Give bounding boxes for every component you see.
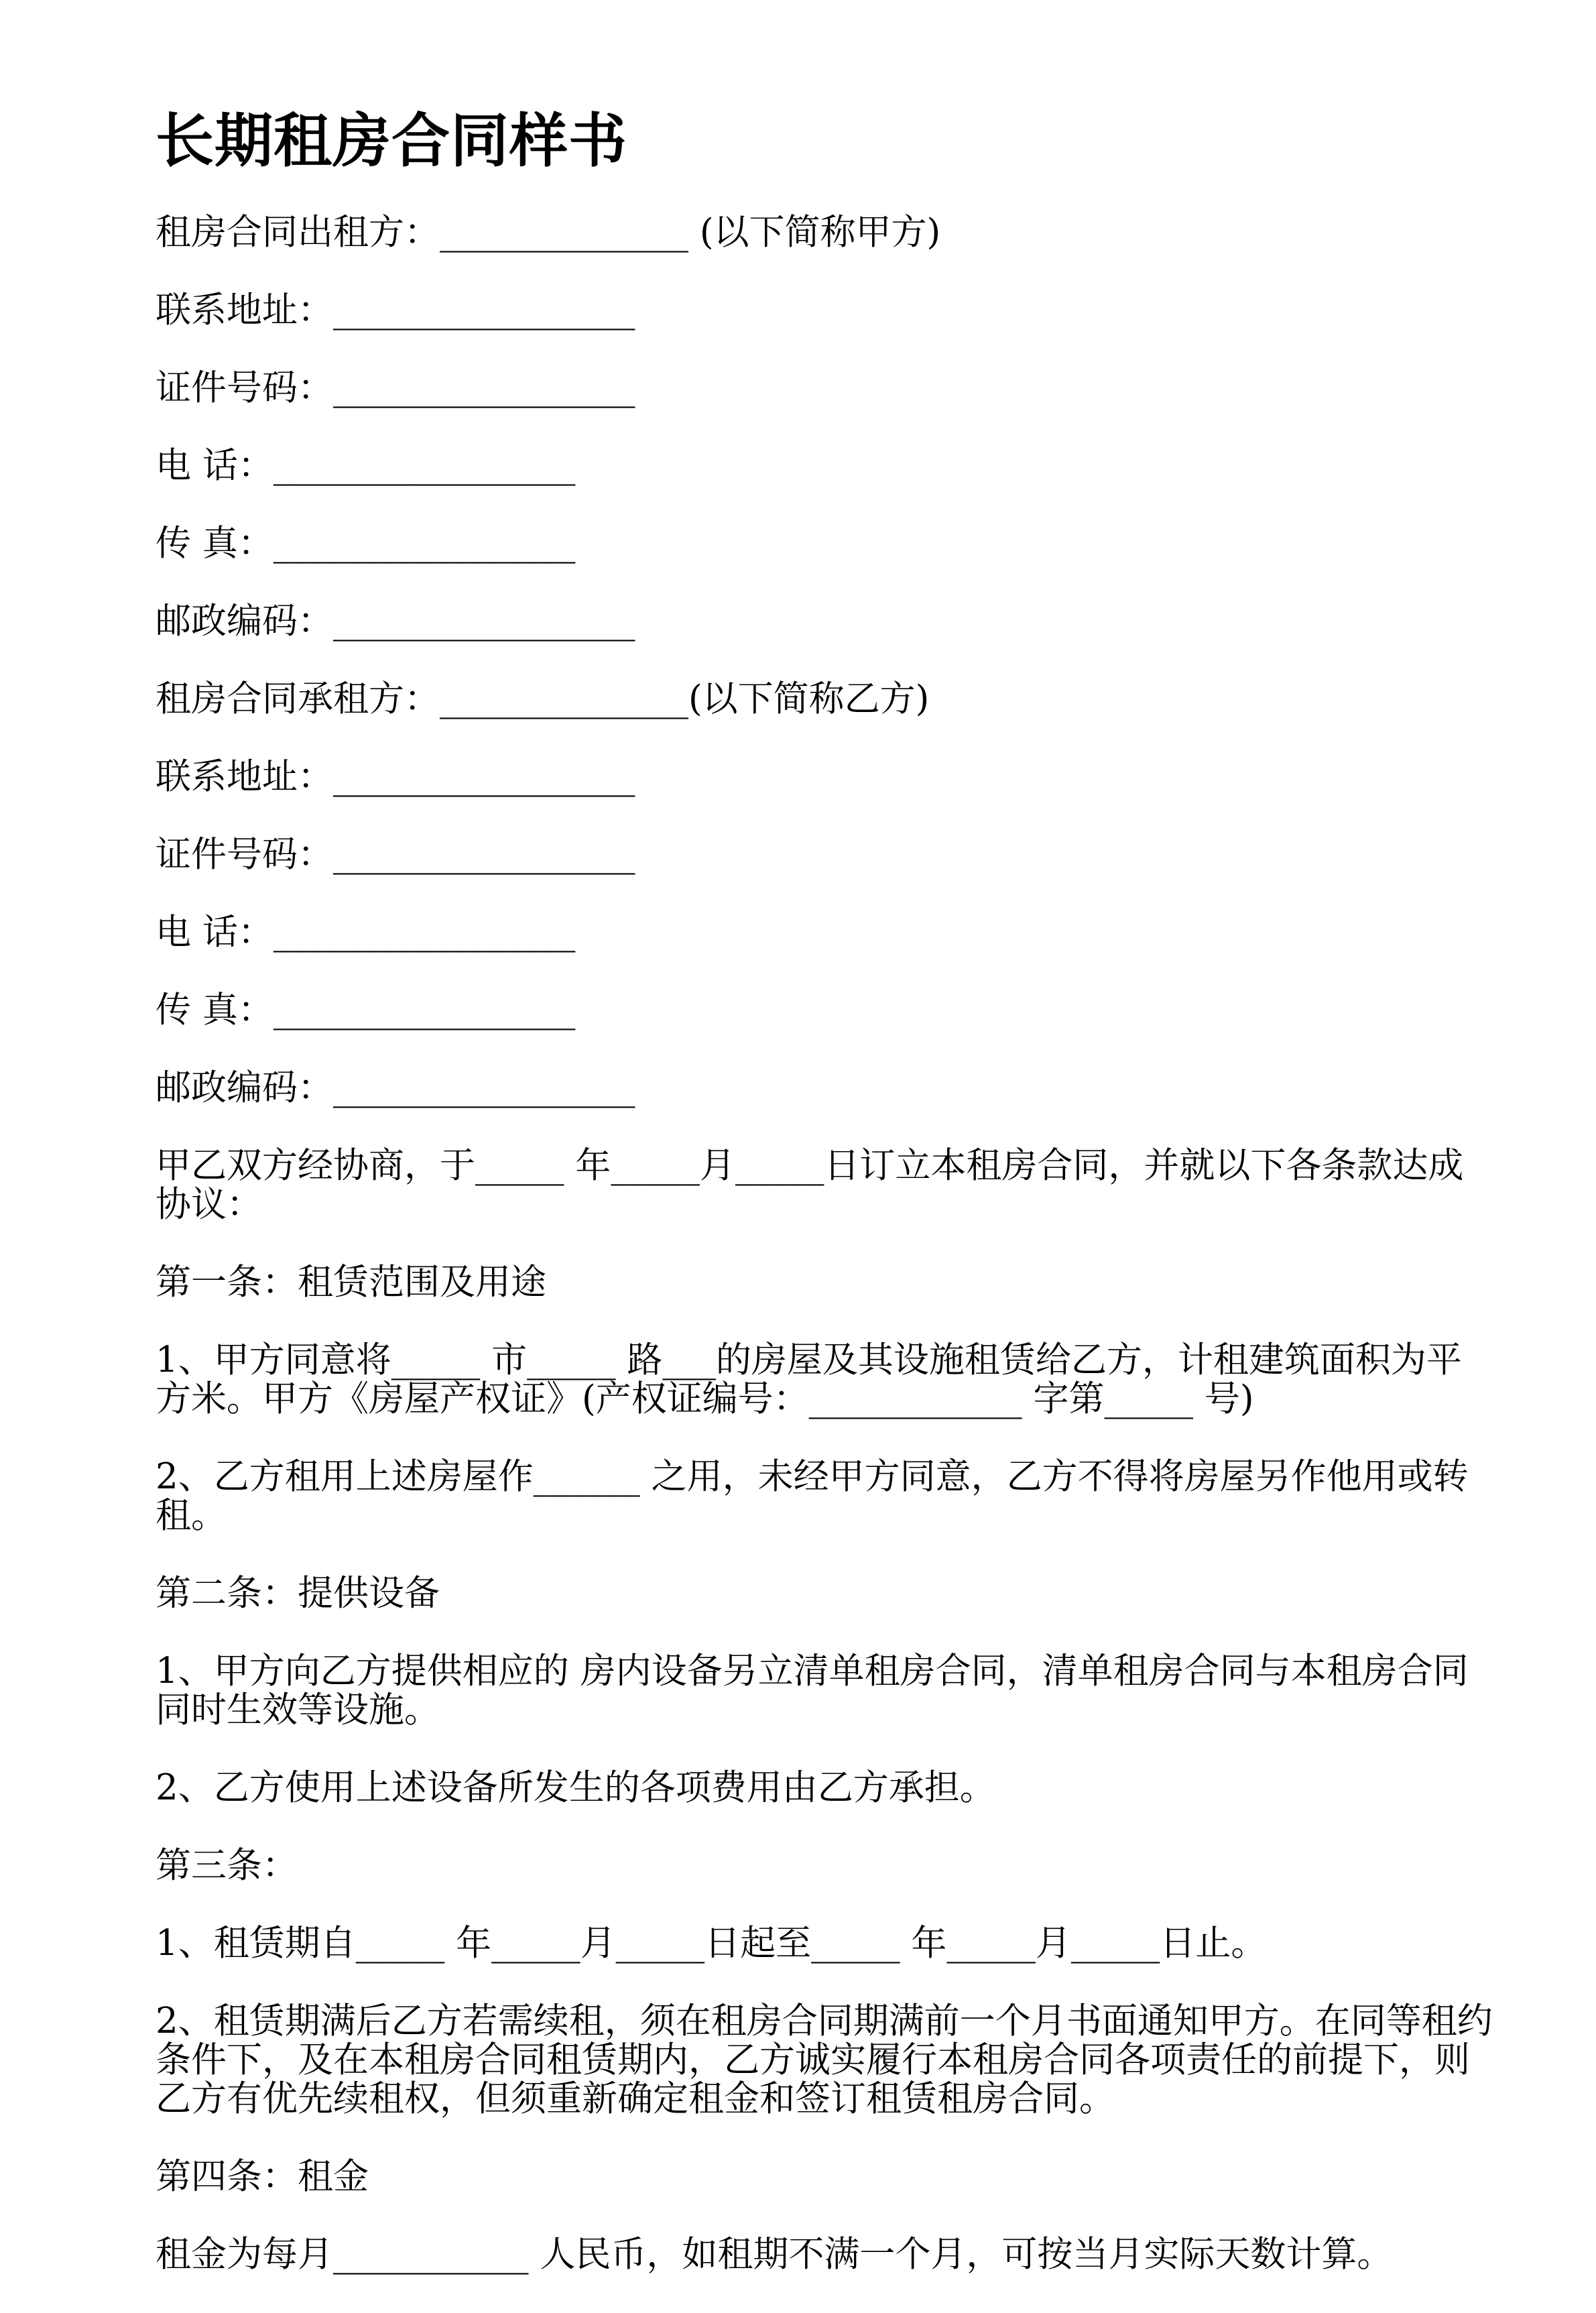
- document-title: 长期租房合同样书: [156, 107, 627, 175]
- article-1-clause-1: 1、甲方同意将_____ 市_____ 路___的房屋及其设施租赁给乙方，计租建筑面积为平方米。甲方《房屋产权证》(产权证编号：____________ 字第_____ 号): [156, 1340, 1462, 1419]
- article-3-heading: 第三条：: [156, 1845, 298, 1886]
- rent-clause: 租金为每月___________ 人民币，如租期不满一个月，可按当月实际天数计算。: [156, 2234, 1393, 2275]
- article-1-clause-2: 2、乙方租用上述房屋作______ 之用，未经甲方同意，乙方不得将房屋另作他用或转租。: [156, 1456, 1469, 1536]
- lessee-phone-line: 电 话：_________________: [156, 912, 576, 953]
- article-2-clause-1: 1、甲方向乙方提供相应的 房内设备另立清单租房合同，清单租房合同与本租房合同同时生效等设施。: [156, 1651, 1469, 1730]
- lessor-postcode-line: 邮政编码：_________________: [156, 601, 635, 642]
- lessee-fax-line: 传 真：_________________: [156, 990, 576, 1030]
- lessor-phone-line: 电 话：_________________: [156, 445, 576, 486]
- lessee-address-line: 联系地址：_________________: [156, 756, 635, 797]
- article-3-clause-2: 2、租赁期满后乙方若需续租，须在租房合同期满前一个月书面通知甲方。在同等租约条件下，及在本租房合同租赁期内，乙方诚实履行本租房合同各项责任的前提下，则乙方有优先续租权，但须重新确定租金和签订租赁租房合同。: [156, 2001, 1493, 2119]
- article-2-heading: 第二条：提供设备: [156, 1573, 440, 1614]
- lessor-fax-line: 传 真：_________________: [156, 523, 576, 564]
- lessee-postcode-line: 邮政编码：_________________: [156, 1067, 635, 1108]
- agreement-intro: 甲乙双方经协商，于_____ 年_____月_____日订立本租房合同，并就以下各条款达成协议：: [156, 1145, 1464, 1225]
- article-3-clause-1: 1、租赁期自_____ 年_____月_____日起至_____ 年_____月_____日止。: [156, 1923, 1267, 1964]
- article-2-clause-2: 2、乙方使用上述设备所发生的各项费用由乙方承担。: [156, 1767, 995, 1808]
- article-4-heading: 第四条：租金: [156, 2156, 369, 2197]
- article-1-heading: 第一条：租赁范围及用途: [156, 1262, 546, 1303]
- lessor-address-line: 联系地址：_________________: [156, 290, 635, 331]
- contract-page: [156, 104, 1496, 2313]
- lessee-line: 租房合同承租方：______________(以下简称乙方): [156, 678, 930, 719]
- lessor-id-line: 证件号码：_________________: [156, 367, 635, 408]
- lessee-id-line: 证件号码：_________________: [156, 834, 635, 875]
- lessor-line: 租房合同出租方：______________ (以下简称甲方): [156, 212, 941, 253]
